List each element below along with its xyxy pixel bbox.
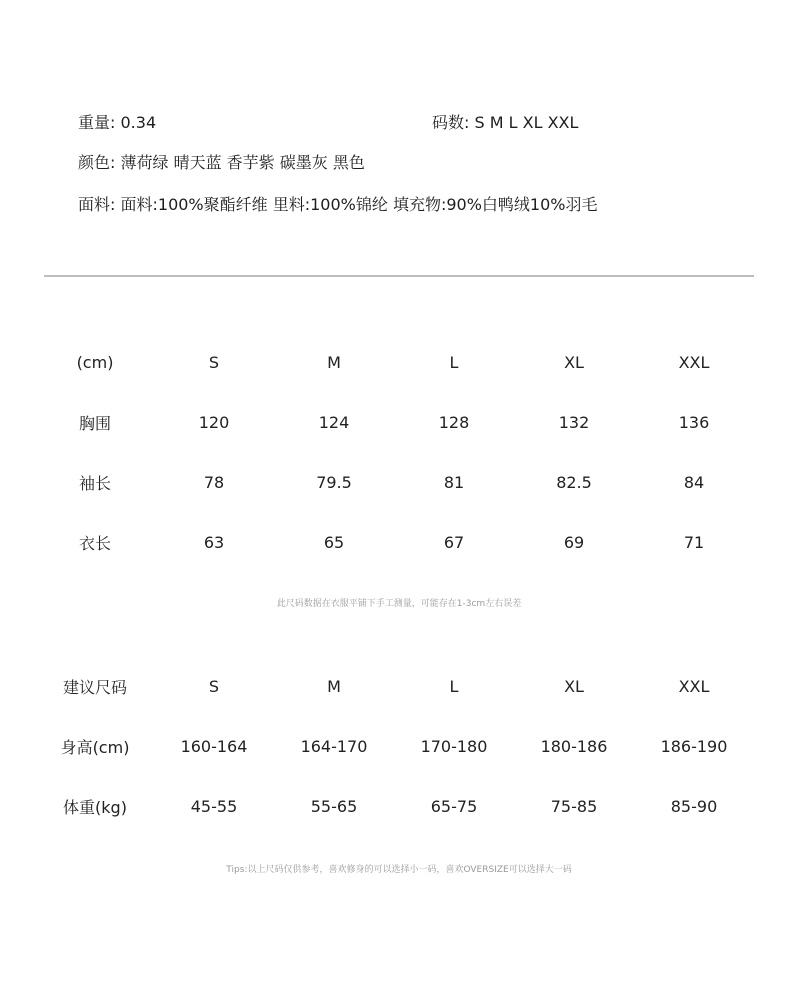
header-cell: 建议尺码 [62,677,127,697]
table-cell: 63 [203,532,225,552]
row-label: 体重(kg) [63,797,127,817]
table-cell: 81 [443,472,465,492]
header-cell: XL [564,352,584,372]
table-cell: 75-85 [550,796,598,816]
fabric-line [78,195,597,215]
table-cell: 120 [198,412,230,432]
header-cell: (cm) [76,352,114,372]
header-cell: S [208,352,220,372]
header-cell: XXL [678,352,710,372]
header-cell: S [208,676,220,696]
table-cell: 132 [558,412,590,432]
header-cell: M [327,352,341,372]
table-row [36,512,754,572]
table-cell: 45-55 [190,796,238,816]
table-cell: 78 [203,472,225,492]
recommendation-header-row [36,656,754,716]
table-cell: 128 [438,412,470,432]
table-cell: 71 [683,532,705,552]
table-cell: 65 [323,532,345,552]
table-cell: 160-164 [180,736,248,756]
measurement-note: 此尺码数据在衣服平铺下手工测量，可能存在1-3cm左右误差 [276,599,522,609]
table-row [36,776,754,836]
color-label: 颜色: [78,153,116,172]
weight-label: 重量: [78,113,116,132]
table-cell: 124 [318,412,350,432]
sizes-label: 码数: [432,113,470,132]
row-label: 身高(cm) [60,737,130,757]
table-cell: 170-180 [420,736,488,756]
section-divider [44,275,754,277]
header-cell: L [449,352,459,372]
table-cell: 84 [683,472,705,492]
row-label: 袖长 [78,473,111,493]
weight-value: 0.34 [120,113,157,132]
fabric-label: 面料: [78,195,116,214]
header-cell: XXL [678,676,710,696]
table-cell: 82.5 [556,472,592,492]
table-cell: 65-75 [430,796,478,816]
row-label: 胸围 [78,413,111,433]
table-cell: 67 [443,532,465,552]
weight-line [78,113,156,133]
measurement-header-row [36,332,754,392]
tips-note: Tips:以上尺码仅供参考，喜欢修身的可以选择小一码，喜欢OVERSIZE可以选择大一码 [226,865,572,875]
measurement-table [36,332,754,572]
row-label: 衣长 [78,533,111,553]
table-cell: 180-186 [540,736,608,756]
table-row [36,716,754,776]
table-row [36,392,754,452]
sizes-line [432,113,578,133]
header-cell: M [327,676,341,696]
header-cell: XL [564,676,584,696]
table-cell: 85-90 [670,796,718,816]
table-cell: 55-65 [310,796,358,816]
table-cell: 69 [563,532,585,552]
header-cell: L [449,676,459,696]
table-cell: 79.5 [316,472,352,492]
table-row [36,452,754,512]
recommendation-table [36,656,754,836]
fabric-value: 面料:100%聚酯纤维 里料:100%锦纶 填充物:90%白鸭绒10%羽毛 [120,195,598,214]
color-value: 薄荷绿 晴天蓝 香芋紫 碳墨灰 黑色 [120,153,365,172]
color-line [78,153,365,173]
table-cell: 186-190 [660,736,728,756]
sizes-value: S M L XL XXL [474,113,579,132]
table-cell: 136 [678,412,710,432]
table-cell: 164-170 [300,736,368,756]
